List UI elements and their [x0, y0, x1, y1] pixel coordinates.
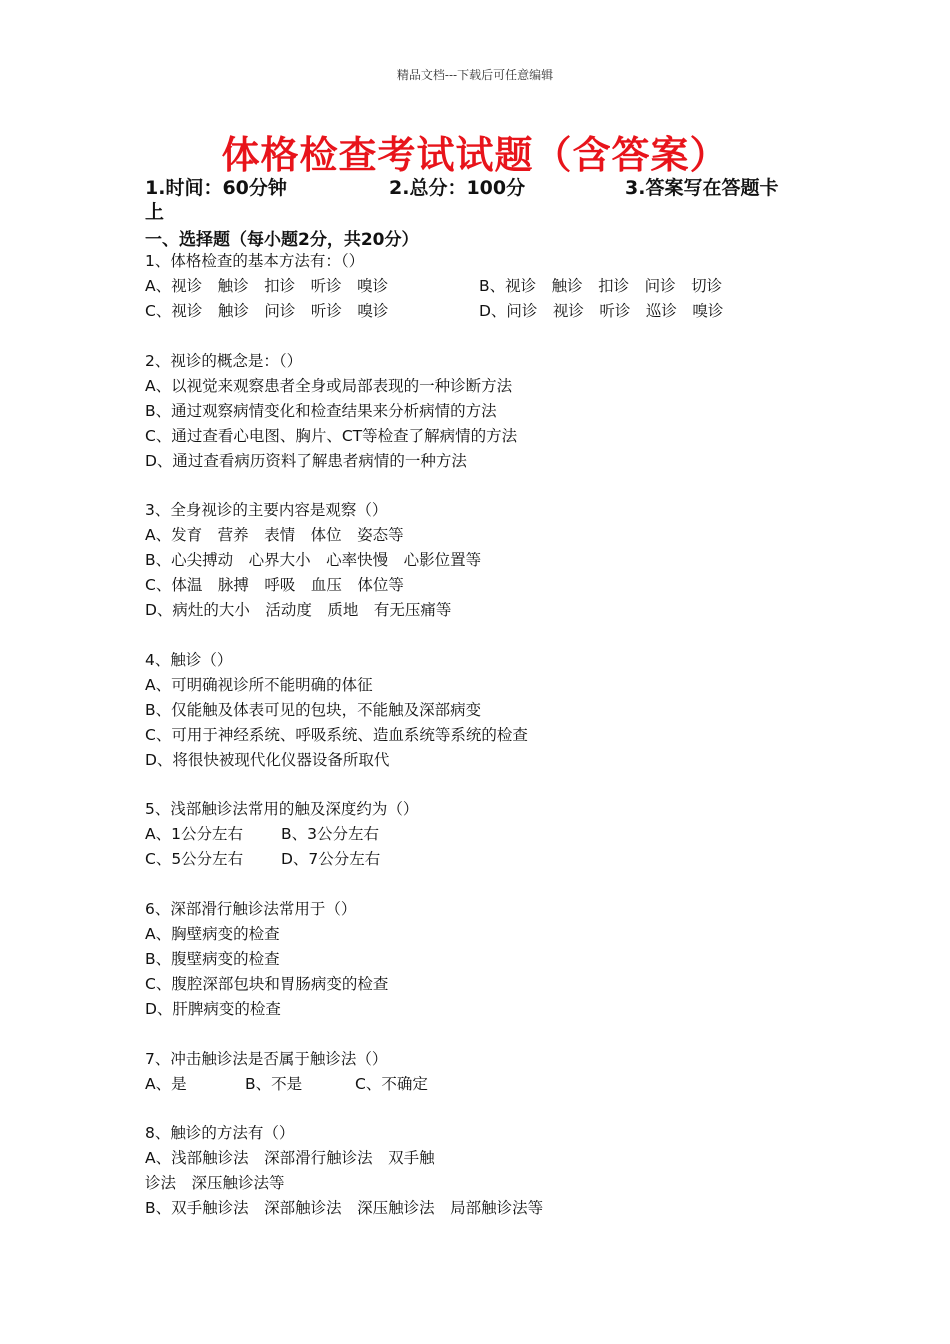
option-b: B、双手触诊法 深部触诊法 深压触诊法 局部触诊法等 — [145, 1199, 544, 1218]
question-text: 1、体格检查的基本方法有：（） — [145, 252, 365, 270]
option-b: B、仅能触及体表可见的包块，不能触及深部病变 — [145, 700, 482, 719]
option-d: D、将很快被现代化仪器设备所取代 — [145, 750, 390, 769]
option-row — [145, 274, 825, 299]
option-d: D、病灶的大小 活动度 质地 有无压痛等 — [145, 601, 452, 620]
option-c: C、不确定 — [355, 1074, 428, 1093]
question-text: 3、全身视诊的主要内容是观察（） — [145, 501, 388, 520]
questions-list — [145, 249, 825, 1221]
option-b: B、通过观察病情变化和检查结果来分析病情的方法 — [145, 401, 497, 420]
option-row — [145, 299, 825, 324]
exam-answer-note: 3.答案写在答题卡 — [625, 177, 779, 199]
exam-score: 2.总分：100分 — [389, 177, 526, 199]
option-d: D、7公分左右 — [281, 850, 381, 869]
page-title: 体格检查考试试题（含答案） — [221, 133, 729, 177]
option-row — [145, 1072, 825, 1097]
question-text: 7、冲击触诊法是否属于触诊法（） — [145, 1049, 388, 1068]
option-row — [145, 822, 825, 847]
option-c: C、体温 脉搏 呼吸 血压 体位等 — [145, 576, 404, 595]
exam-info — [145, 176, 825, 224]
option-b: B、不是 — [245, 1074, 303, 1093]
option-a: A、视诊 触诊 扣诊 听诊 嗅诊 — [145, 277, 389, 295]
option-c: C、可用于神经系统、呼吸系统、造血系统等系统的检查 — [145, 725, 528, 744]
option-c: C、5公分左右 — [145, 850, 244, 869]
option-c: C、视诊 触诊 问诊 听诊 嗅诊 — [145, 302, 389, 320]
option-a-continued: 诊法 深压触诊法等 — [145, 1174, 285, 1193]
section-title: 一、选择题（每小题2分，共20分） — [145, 230, 419, 250]
option-a: A、是 — [145, 1074, 187, 1093]
option-a: A、浅部触诊法 深部滑行触诊法 双手触 — [145, 1149, 435, 1168]
option-d: D、肝脾病变的检查 — [145, 999, 281, 1018]
option-c: C、腹腔深部包块和胃肠病变的检查 — [145, 974, 389, 993]
option-b: B、视诊 触诊 扣诊 问诊 切诊 — [479, 277, 723, 295]
option-b: B、腹壁病变的检查 — [145, 949, 280, 968]
exam-answer-note-continued: 上 — [145, 201, 165, 223]
header-watermark: 精品文档---下载后可任意编辑 — [396, 68, 554, 82]
exam-time: 1.时间：60分钟 — [145, 177, 287, 199]
question-text: 8、触诊的方法有（） — [145, 1124, 295, 1143]
question-text: 2、视诊的概念是：（） — [145, 351, 303, 370]
option-row — [145, 847, 825, 872]
option-c: C、通过查看心电图、胸片、CT等检查了解病情的方法 — [145, 426, 518, 445]
option-a: A、以视觉来观察患者全身或局部表现的一种诊断方法 — [145, 376, 513, 395]
option-a: A、可明确视诊所不能明确的体征 — [145, 675, 373, 694]
option-b: B、心尖搏动 心界大小 心率快慢 心影位置等 — [145, 551, 482, 570]
question-text: 6、深部滑行触诊法常用于（） — [145, 899, 357, 918]
option-a: A、1公分左右 — [145, 825, 243, 844]
question-text: 5、浅部触诊法常用的触及深度约为（） — [145, 800, 419, 819]
question-text: 4、触诊（） — [145, 650, 233, 669]
option-b: B、3公分左右 — [281, 825, 379, 844]
option-a: A、发育 营养 表情 体位 姿态等 — [145, 526, 404, 545]
option-a: A、胸壁病变的检查 — [145, 924, 280, 943]
option-d: D、通过查看病历资料了解患者病情的一种方法 — [145, 451, 467, 470]
option-d: D、问诊 视诊 听诊 巡诊 嗅诊 — [479, 302, 724, 320]
exam-info-line — [145, 176, 825, 200]
